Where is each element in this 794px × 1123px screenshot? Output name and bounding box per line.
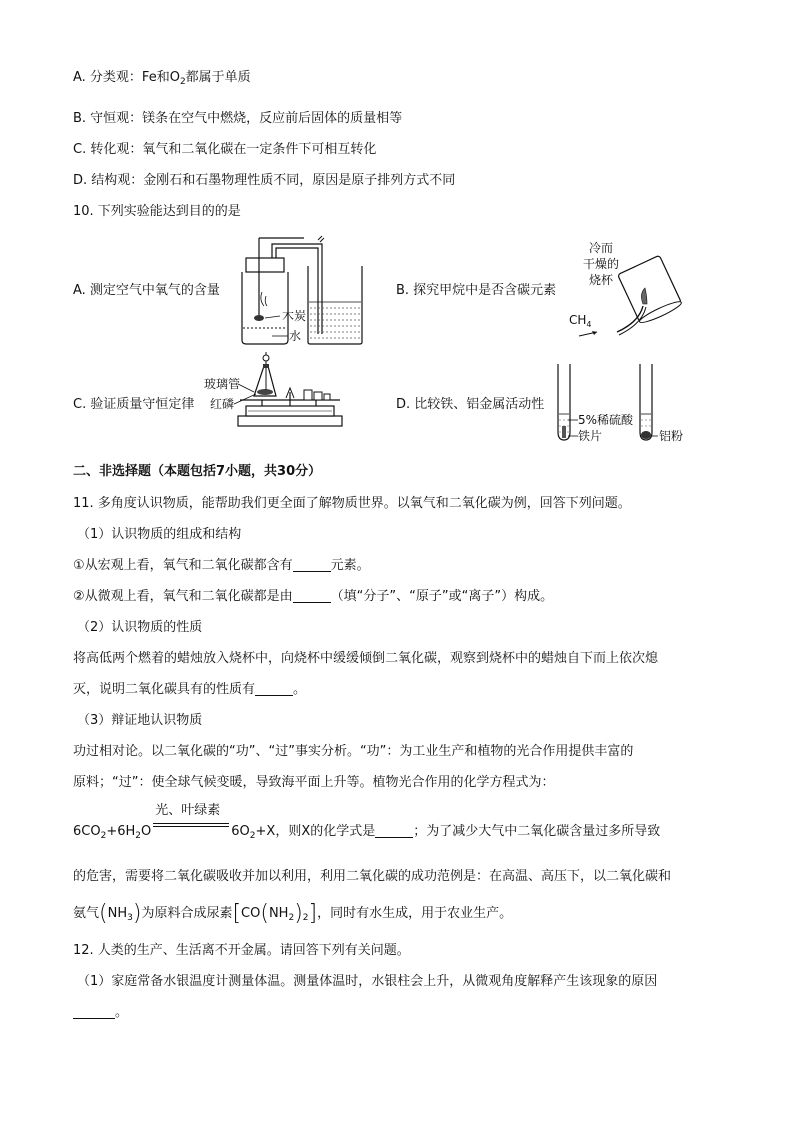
figure-c-apparatus [204, 352, 352, 428]
q11-part2-line2: 灭，说明二氧化碳具有的性质有 。 [73, 682, 307, 697]
answer-blank[interactable] [293, 588, 331, 603]
figure-a-apparatus [232, 232, 367, 348]
q10-option-b: B. 探究甲烷中是否含碳元素 [396, 283, 557, 298]
answer-blank[interactable] [293, 557, 331, 572]
q11-part3-line5: 氨气$(NH_3)$为原料合成尿素$[CO(NH_2)_2]$，同时有水生成，用于农业生产。 [73, 901, 513, 926]
q10-option-d: D. 比较铁、铝金属活动性 [396, 397, 545, 412]
q11-part1-heading: （1）认识物质的组成和结构 [77, 527, 242, 542]
photosynthesis-equation: $6CO_2+6H_2O$ 光、叶绿素 $6O_2+X$，则X的化学式是 ；为了减少大气中二氧化碳含量过多所导致 [73, 803, 661, 841]
label-charcoal: 木炭 [282, 309, 307, 323]
q11-part2-line1: 将高低两个燃着的蜡烛放入烧杯中，向烧杯中缓缓倾倒二氧化碳，观察到烧杯中的蜡烛自下而上依次熄 [73, 651, 659, 666]
q10-option-a: A. 测定空气中氧气的含量 [73, 283, 220, 298]
label-dilute-acid: 5%稀硫酸 [578, 413, 634, 427]
label-glass-tube: 玻璃管 [204, 377, 241, 391]
q11-part1-b: ②从微观上看，氧气和二氧化碳都是由 （填“分子”、“原子”或“离子”）构成。 [73, 589, 554, 604]
reaction-arrow [151, 803, 231, 835]
q11-part3-line2: 原料；“过”：使全球气候变暖，导致海平面上升等。植物光合作用的化学方程式为： [73, 775, 555, 790]
label-beaker: 烧杯 [589, 273, 614, 287]
q10-option-c: C. 验证质量守恒定律 [73, 397, 195, 412]
label-water: 水 [289, 329, 302, 343]
label-red-phosphorus: 红磷 [210, 397, 235, 411]
label-aluminum-powder: 铝粉 [659, 429, 684, 443]
figure-d-apparatus [552, 362, 692, 448]
q9-option-c: C. 转化观：氧气和二氧化碳在一定条件下可相互转化 [73, 142, 377, 157]
q12-stem: 12. 人类的生产、生活离不开金属。请回答下列有关问题。 [73, 943, 410, 958]
section-heading: 二、非选择题（本题包括7小题，共30分） [73, 464, 322, 479]
answer-blank[interactable] [255, 681, 293, 696]
q12-part1-answer: 。 [73, 1004, 128, 1022]
reaction-condition: 光、叶绿素 [155, 803, 221, 818]
q10-stem: 10. 下列实验能达到目的的是 [73, 204, 241, 219]
label-ch4: $CH_4$ [569, 313, 592, 329]
q11-part3-heading: （3）辩证地认识物质 [77, 713, 203, 728]
figure-b-apparatus [565, 240, 685, 340]
q9-option-b: B. 守恒观：镁条在空气中燃烧，反应前后固体的质量相等 [73, 111, 403, 126]
q11-part2-heading: （2）认识物质的性质 [77, 620, 203, 635]
label-iron-sheet: 铁片 [578, 429, 603, 443]
answer-blank[interactable] [375, 823, 413, 838]
q11-part3-line4: 的危害，需要将二氧化碳吸收并加以利用，利用二氧化碳的成功范例是：在高温、高压下，以二氧化碳和 [73, 869, 672, 884]
label-dry: 干燥的 [583, 257, 620, 271]
q12-part1: （1）家庭常备水银温度计测量体温。测量体温时，水银柱会上升，从微观角度解释产生该现象的原因 [77, 974, 658, 989]
q9-option-a: A. 分类观：Fe和$O_2$都属于单质 [73, 70, 251, 87]
q11-part1-a: ①从宏观上看，氧气和二氧化碳都含有 元素。 [73, 558, 370, 573]
q11-stem: 11. 多角度认识物质，能帮助我们更全面了解物质世界。以氧气和二氧化碳为例，回答下列问题。 [73, 496, 631, 511]
q11-part3-line1: 功过相对论。以二氧化碳的“功”、“过”事实分析。“功”：为工业生产和植物的光合作用提供丰富的 [73, 744, 634, 759]
answer-blank[interactable] [73, 1004, 115, 1019]
label-cold: 冷而 [589, 241, 614, 255]
q9-option-d: D. 结构观：金刚石和石墨物理性质不同，原因是原子排列方式不同 [73, 173, 456, 188]
